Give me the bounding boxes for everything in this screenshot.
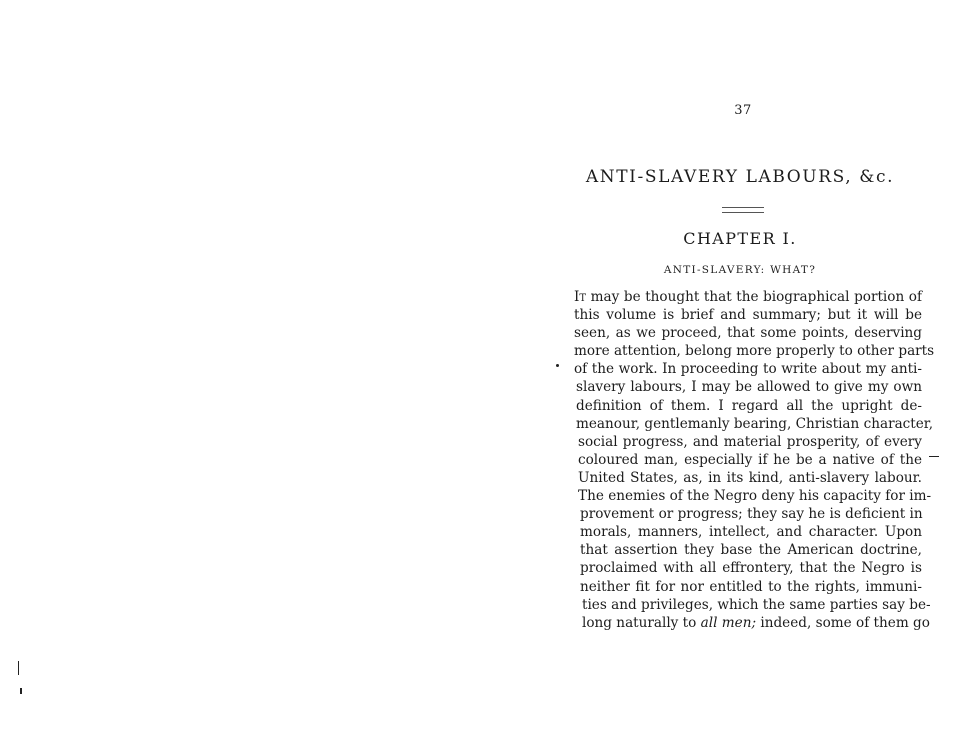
text-line: this volume is brief and summary; but it will be: [574, 307, 922, 324]
opening-word: It: [574, 289, 587, 305]
text-line: slavery labours, I may be allowed to give my own: [576, 379, 922, 396]
text-line: that assertion they base the American doctrine,: [580, 542, 922, 559]
text-line-rest: may be thought that the biographical portion of: [586, 289, 922, 305]
text-line: definition of them. I regard all the upright de-: [576, 397, 922, 414]
text-line-last: [582, 614, 930, 632]
text-fragment: long naturally to: [582, 614, 701, 631]
text-line: coloured man, especially if he be a native of the: [578, 451, 922, 468]
text-line: ties and privileges, which the same parties say be-: [582, 596, 931, 613]
chapter-subtitle: ANTI-SLAVERY: WHAT?: [663, 264, 817, 276]
chapter-heading: CHAPTER I.: [683, 229, 797, 248]
body-paragraph: [574, 288, 935, 632]
scan-speck: [18, 661, 19, 675]
emphasis-text: all men;: [700, 614, 757, 631]
text-line: neither fit for nor entitled to the rights, immuni-: [580, 578, 922, 595]
text-line: provement or progress; they say he is deficient in: [580, 506, 923, 523]
ornament-rule: [722, 207, 764, 213]
text-line: social progress, and material prosperity, of every: [578, 433, 922, 450]
scan-speck: [20, 688, 22, 694]
text-line: meanour, gentlemanly bearing, Christian character,: [576, 415, 934, 432]
text-line: seen, as we proceed, that some points, deserving: [574, 325, 922, 342]
text-line: morals, manners, intellect, and character. Upon: [580, 524, 922, 541]
text-line: [574, 288, 922, 306]
text-line: United States, as, in its kind, anti-slavery labour.: [578, 469, 922, 486]
text-line: The enemies of the Negro deny his capacity for im-: [578, 488, 932, 505]
text-line: more attention, belong more properly to other parts: [574, 343, 935, 360]
text-line: proclaimed with all effrontery, that the Negro is: [580, 560, 922, 577]
scan-speck: [556, 364, 559, 367]
page-number: 37: [734, 103, 752, 118]
text-line: of the work. In proceeding to write about my anti-: [574, 361, 922, 378]
running-title: ANTI-SLAVERY LABOURS, &c.: [585, 167, 895, 187]
scan-speck: [929, 456, 939, 457]
text-fragment: indeed, some of them go: [756, 614, 930, 631]
